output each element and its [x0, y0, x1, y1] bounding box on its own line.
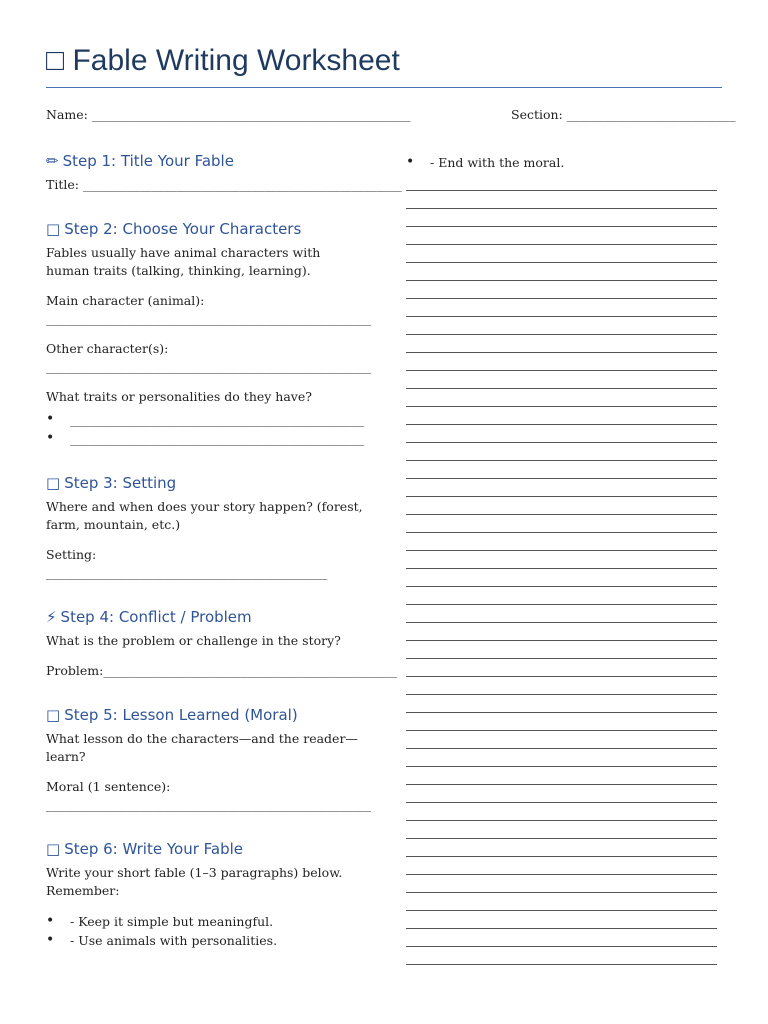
writing-line[interactable]: [406, 280, 717, 281]
traits-list: [46, 410, 366, 448]
writing-line[interactable]: [406, 658, 717, 659]
writing-line[interactable]: [406, 928, 717, 929]
writing-line[interactable]: [406, 640, 717, 641]
section-field[interactable]: Section: ___________________________: [511, 107, 736, 122]
name-field[interactable]: Name: ___________________________________________________: [46, 107, 411, 122]
moral-label: Moral (1 sentence):: [46, 779, 171, 794]
writing-line[interactable]: [406, 766, 717, 767]
writing-line[interactable]: [406, 298, 717, 299]
writing-line[interactable]: [406, 820, 717, 821]
writing-line[interactable]: [406, 784, 717, 785]
writing-line[interactable]: [406, 550, 717, 551]
writing-line[interactable]: [406, 964, 717, 965]
step6-intro: Write your short fable (1–3 paragraphs) below. Remember:: [46, 865, 343, 898]
writing-icon: □: [46, 840, 61, 858]
main-character-field[interactable]: ____________________________________________________: [46, 311, 371, 326]
step4-heading-text: Step 4: Conflict / Problem: [60, 608, 252, 626]
title-field[interactable]: Title: ___________________________________________________: [46, 177, 402, 192]
title-text: Fable Writing Worksheet: [72, 44, 400, 77]
reminder-list-continued: [406, 153, 718, 172]
step5-heading-text: Step 5: Lesson Learned (Moral): [64, 706, 298, 724]
writing-line[interactable]: [406, 856, 717, 857]
page-title: [46, 44, 400, 78]
step1-heading-text: Step 1: Title Your Fable: [62, 152, 234, 170]
writing-line[interactable]: [406, 352, 717, 353]
writing-line[interactable]: [406, 802, 717, 803]
step5-heading: [46, 706, 366, 724]
writing-line[interactable]: [406, 424, 717, 425]
writing-line[interactable]: [406, 946, 717, 947]
problem-field[interactable]: Problem:_______________________________________________: [46, 663, 398, 678]
trait-field[interactable]: • _______________________________________________: [46, 410, 366, 429]
writing-line[interactable]: [406, 406, 717, 407]
writing-line[interactable]: [406, 244, 717, 245]
traits-label: What traits or personalities do they have?: [46, 389, 312, 404]
writing-line[interactable]: [406, 604, 717, 605]
step3-heading-text: Step 3: Setting: [64, 474, 177, 492]
writing-line[interactable]: [406, 316, 717, 317]
writing-line[interactable]: [406, 838, 717, 839]
step2-heading-text: Step 2: Choose Your Characters: [64, 220, 302, 238]
step1-heading: [46, 152, 366, 170]
writing-line[interactable]: [406, 226, 717, 227]
step4-heading: [46, 608, 366, 626]
other-characters-field[interactable]: ____________________________________________________: [46, 359, 371, 374]
setting-label: Setting:: [46, 547, 97, 562]
step4-intro: What is the problem or challenge in the story?: [46, 633, 341, 648]
main-character-label: Main character (animal):: [46, 293, 205, 308]
step3-intro: Where and when does your story happen? (forest, farm, mountain, etc.): [46, 499, 363, 532]
writing-line[interactable]: [406, 676, 717, 677]
title-icon: □: [46, 44, 65, 77]
step2-heading: [46, 220, 366, 238]
setting-icon: □: [46, 474, 61, 492]
writing-line[interactable]: [406, 478, 717, 479]
writing-line[interactable]: [406, 694, 717, 695]
step5-intro: What lesson do the characters—and the reader—learn?: [46, 731, 358, 764]
writing-line[interactable]: [406, 190, 717, 191]
writing-line[interactable]: [406, 568, 717, 569]
writing-line[interactable]: [406, 532, 717, 533]
trait-field[interactable]: • _______________________________________________: [46, 429, 366, 448]
reminder-list: [46, 912, 366, 950]
writing-line[interactable]: [406, 586, 717, 587]
writing-line[interactable]: [406, 514, 717, 515]
writing-line[interactable]: [406, 748, 717, 749]
writing-line[interactable]: [406, 496, 717, 497]
writing-line[interactable]: [406, 334, 717, 335]
characters-icon: □: [46, 220, 61, 238]
step3-heading: [46, 474, 366, 492]
step2-intro: Fables usually have animal characters with human traits (talking, thinking, learning).: [46, 245, 321, 278]
writing-line[interactable]: [406, 388, 717, 389]
left-column: [46, 152, 402, 950]
other-characters-label: Other character(s):: [46, 341, 169, 356]
lightning-icon: ⚡: [46, 608, 57, 626]
writing-line[interactable]: [406, 370, 717, 371]
lesson-icon: □: [46, 706, 61, 724]
writing-line[interactable]: [406, 910, 717, 911]
step6-heading: [46, 840, 366, 858]
writing-line[interactable]: [406, 892, 717, 893]
moral-field[interactable]: ____________________________________________________: [46, 797, 371, 812]
writing-line[interactable]: [406, 262, 717, 263]
writing-area[interactable]: [406, 190, 718, 965]
reminder-item: • - Keep it simple but meaningful.: [46, 912, 366, 931]
writing-line[interactable]: [406, 712, 717, 713]
setting-field[interactable]: _____________________________________________: [46, 565, 328, 580]
writing-line[interactable]: [406, 730, 717, 731]
right-column: [406, 153, 718, 982]
reminder-item: • - End with the moral.: [406, 153, 718, 172]
step6-heading-text: Step 6: Write Your Fable: [64, 840, 243, 858]
pencil-icon: ✏: [46, 152, 59, 170]
writing-line[interactable]: [406, 460, 717, 461]
reminder-item: • - Use animals with personalities.: [46, 931, 366, 950]
title-divider: [46, 87, 722, 88]
writing-line[interactable]: [406, 208, 717, 209]
writing-line[interactable]: [406, 874, 717, 875]
writing-line[interactable]: [406, 442, 717, 443]
writing-line[interactable]: [406, 622, 717, 623]
